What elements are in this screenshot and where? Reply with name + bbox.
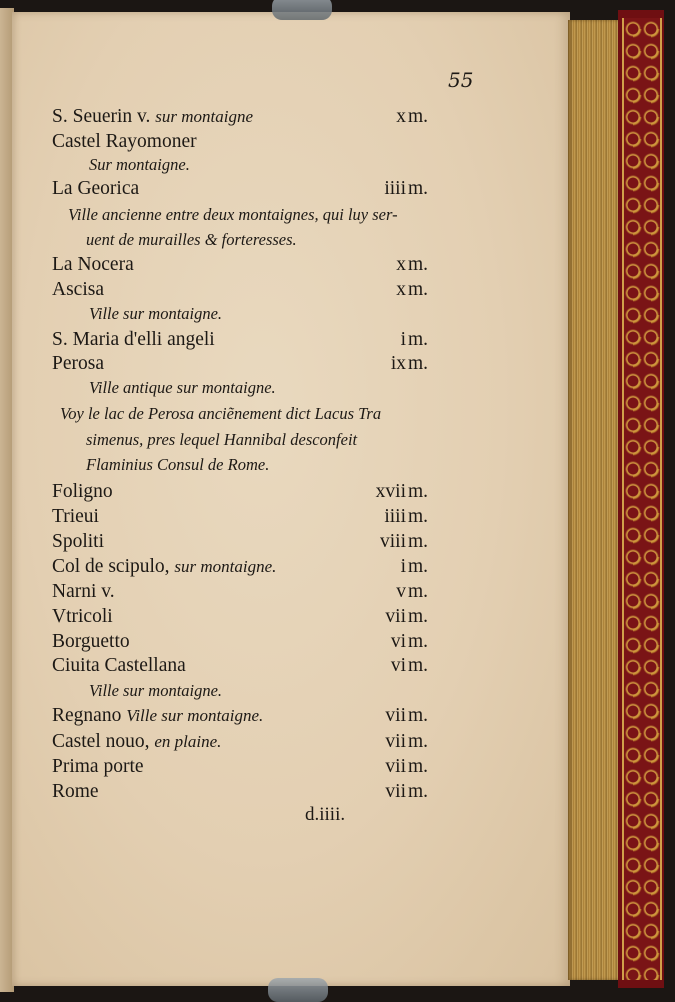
itinerary-row (52, 104, 452, 129)
itinerary-row (52, 479, 452, 504)
distance-unit: m. (408, 606, 429, 627)
distance-value: vii (385, 756, 406, 777)
place-note: Ville ancienne entre deux montaignes, qui luy ser- (68, 205, 398, 224)
itinerary-row (52, 504, 452, 529)
itinerary-row (52, 604, 452, 629)
distance-value: x (396, 279, 406, 300)
place-name: Castel nouo, en plaine. (52, 731, 222, 752)
distance-unit: m. (408, 329, 429, 350)
distance-unit: m. (408, 178, 429, 199)
distance-unit: m. (408, 655, 429, 676)
place-name: Regnano Ville sur montaigne. (52, 705, 264, 726)
itinerary-row (52, 327, 452, 352)
place-name: Narni v. (52, 581, 115, 602)
distance-unit: m. (408, 279, 429, 300)
distance-unit: m. (408, 353, 429, 374)
place-name: Castel Rayomoner (52, 131, 197, 152)
distance-unit: m. (408, 531, 429, 552)
place-name: La Nocera (52, 254, 134, 275)
place-name: Rome (52, 781, 99, 802)
distance-value: vii (385, 606, 406, 627)
place-note: Ville antique sur montaigne. (89, 378, 276, 397)
place-note: simenus, pres lequel Hannibal desconfeit (86, 430, 358, 449)
itinerary-row (52, 277, 452, 302)
itinerary-row (52, 176, 452, 201)
place-name: Foligno (52, 481, 113, 502)
place-name: S. Seuerin v. sur montaigne (52, 106, 254, 127)
distance-value: ix (390, 353, 406, 374)
distance-value: vii (385, 705, 406, 726)
itinerary-row (52, 653, 452, 678)
distance-value: vii (385, 731, 406, 752)
place-name: S. Maria d'elli angeli (52, 329, 215, 350)
distance-value: vii (385, 781, 406, 802)
itinerary-row (52, 554, 452, 579)
distance-unit: m. (408, 731, 429, 752)
page-clip-bottom (268, 978, 328, 1002)
place-name: Ascisa (52, 279, 104, 300)
page-clip-top (272, 0, 332, 20)
place-name: Trieui (52, 506, 99, 527)
place-note: Ville sur montaigne. (89, 304, 223, 323)
itinerary-row (52, 754, 452, 779)
distance-value: i (400, 329, 406, 350)
itinerary-row (52, 529, 452, 554)
distance-unit: m. (408, 254, 429, 275)
place-name: Prima porte (52, 756, 144, 777)
distance-unit: m. (408, 506, 429, 527)
distance-unit: m. (408, 631, 429, 652)
distance-value: x (396, 254, 406, 275)
distance-value: viii (379, 531, 406, 552)
page-number: 55 (448, 68, 474, 92)
distance-unit: m. (408, 581, 429, 602)
signature-mark: d.iiii. (305, 804, 346, 825)
itinerary-row (52, 129, 452, 154)
distance-unit: m. (408, 781, 429, 802)
itinerary-row (52, 252, 452, 277)
distance-value: xvii (375, 481, 406, 502)
itinerary-row (52, 703, 452, 728)
place-name: Perosa (52, 353, 104, 374)
distance-value: x (396, 106, 406, 127)
distance-unit: m. (408, 756, 429, 777)
itinerary-row (52, 579, 452, 604)
distance-value: iiii (384, 506, 406, 527)
distance-value: i (400, 556, 406, 577)
itinerary-row (52, 351, 452, 376)
distance-unit: m. (408, 556, 429, 577)
place-name: Col de scipulo, sur montaigne. (52, 556, 277, 577)
place-note: Voy le lac de Perosa anciẽnement dict Lacus Tra (60, 404, 382, 423)
distance-value: iiii (384, 178, 406, 199)
place-name: La Georica (52, 178, 140, 199)
place-name: Vtricoli (52, 606, 113, 627)
distance-unit: m. (408, 705, 429, 726)
itinerary-row (52, 729, 452, 754)
distance-value: vi (390, 631, 406, 652)
place-name: Borguetto (52, 631, 130, 652)
gilt-page-edges (568, 20, 618, 980)
place-note: uent de murailles & forteresses. (86, 230, 297, 249)
cover-gilt-ornament (622, 18, 662, 980)
place-name: Ciuita Castellana (52, 655, 186, 676)
place-note: Ville sur montaigne. (89, 681, 223, 700)
place-note: Sur montaigne. (89, 155, 190, 174)
distance-value: v (396, 581, 406, 602)
place-note: Flaminius Consul de Rome. (86, 455, 270, 474)
itinerary-row (52, 629, 452, 654)
distance-unit: m. (408, 481, 429, 502)
distance-value: vi (390, 655, 406, 676)
distance-unit: m. (408, 106, 429, 127)
place-name: Spoliti (52, 531, 105, 552)
itinerary-row (52, 779, 452, 804)
